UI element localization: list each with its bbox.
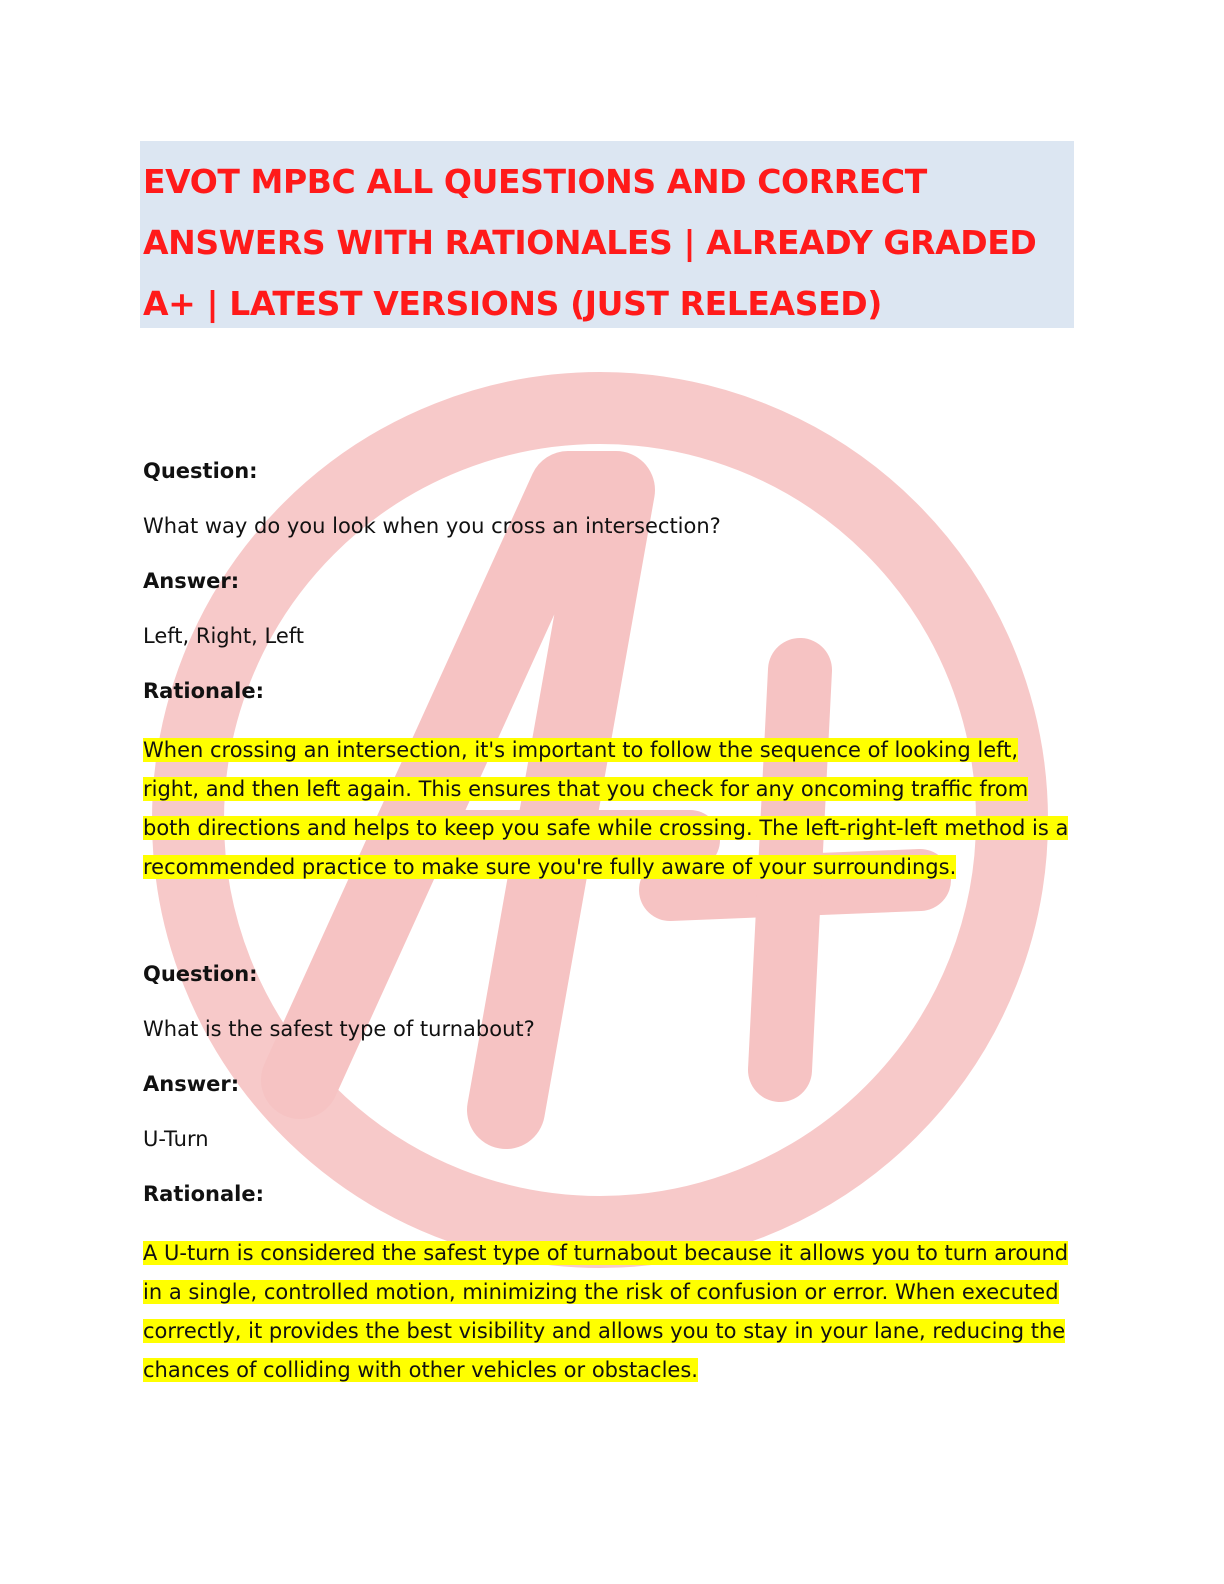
title-banner: [140, 141, 1074, 328]
document-title: EVOT MPBC ALL QUESTIONS AND CORRECT ANSWERS WITH RATIONALES | ALREADY GRADED A+ | LATEST VERSIONS (JUST RELEASED): [143, 162, 1037, 323]
rationale-label: Rationale:: [143, 679, 264, 703]
rationale-highlighted-text: A U-turn is considered the safest type of turnabout because it allows you to turn around in a single, controlled motion, minimizing the risk of confusion or error. When executed correctly, it provides the best visibility and allows you to stay in your lane, reducing the chances of colliding with other vehicles or obstacles.: [143, 1241, 1069, 1382]
qa-item: [143, 456, 1083, 887]
answer-label: Answer:: [143, 1072, 240, 1096]
answer-text: Left, Right, Left: [143, 624, 305, 648]
qa-item: [143, 959, 1083, 1390]
answer-label: Answer:: [143, 569, 240, 593]
question-text: What way do you look when you cross an intersection?: [143, 514, 721, 538]
rationale-paragraph: [143, 1234, 1073, 1390]
qa-content: [143, 456, 1083, 1390]
rationale-highlighted-text: When crossing an intersection, it's important to follow the sequence of looking left, right, and then left again. This ensures that you check for any oncoming traffic from both directions and helps to keep you safe while crossing. The left-right-left method is a recommended practice to make sure you're fully aware of your surroundings.: [143, 738, 1069, 879]
answer-text: U-Turn: [143, 1127, 209, 1151]
rationale-paragraph: [143, 731, 1073, 887]
question-label: Question:: [143, 962, 258, 986]
question-label: Question:: [143, 459, 258, 483]
question-text: What is the safest type of turnabout?: [143, 1017, 535, 1041]
rationale-label: Rationale:: [143, 1182, 264, 1206]
